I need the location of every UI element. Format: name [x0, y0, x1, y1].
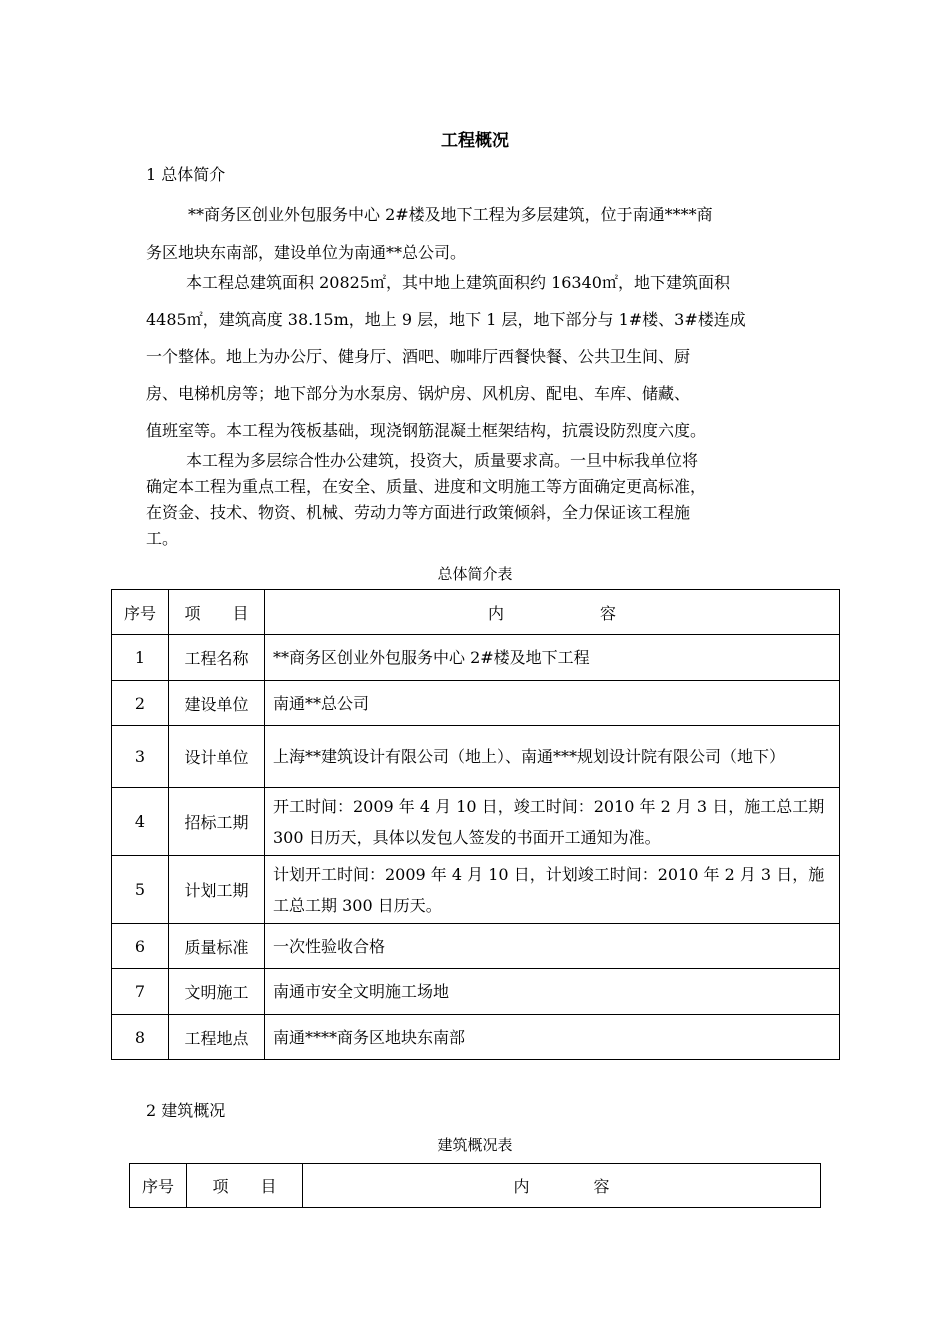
cell-no: 4 — [112, 788, 169, 856]
table2-caption: 建筑概况表 — [437, 1136, 513, 1154]
cell-content: 开工时间：2009 年 4 月 10 日，竣工时间：2010 年 2 月 3 日，施工总工期 300 日历天，具体以发包人签发的书面开工通知为准。 — [265, 788, 840, 856]
cell-item: 计划工期 — [169, 856, 265, 924]
cell-no: 2 — [112, 681, 169, 726]
cell-item: 质量标准 — [169, 924, 265, 969]
text-line: 房、电梯机房等；地下部分为水泵房、锅炉房、风机房、配电、车库、储藏、 — [146, 384, 691, 403]
cell-no: 7 — [112, 969, 169, 1015]
cell-content: **商务区创业外包服务中心 2#楼及地下工程 — [265, 635, 840, 681]
cell-content: 南通****商务区地块东南部 — [265, 1015, 840, 1060]
building-table — [129, 1163, 821, 1208]
section1-heading: 1 总体简介 — [146, 165, 226, 184]
cell-item: 工程名称 — [169, 635, 265, 681]
table-row — [112, 635, 840, 681]
table-header-row — [112, 590, 840, 635]
section1-paragraph-3 — [146, 448, 816, 552]
section2-heading: 2 建筑概况 — [146, 1101, 226, 1120]
cell-item: 文明施工 — [169, 969, 265, 1015]
cell-item: 招标工期 — [169, 788, 265, 856]
table-row — [112, 969, 840, 1015]
cell-item: 工程地点 — [169, 1015, 265, 1060]
text-line: 在资金、技术、物资、机械、劳动力等方面进行政策倾斜，全力保证该工程施 — [146, 503, 691, 522]
header-item: 项 目 — [187, 1164, 303, 1208]
cell-no: 6 — [112, 924, 169, 969]
table-row — [112, 788, 840, 856]
header-content: 内 容 — [303, 1164, 821, 1208]
cell-content: 上海**建筑设计有限公司（地上）、南通***规划设计院有限公司（地下） — [265, 726, 840, 788]
cell-content: 计划开工时间：2009 年 4 月 10 日，计划竣工时间：2010 年 2 月 3 日，施工总工期 300 日历天。 — [265, 856, 840, 924]
cell-item: 设计单位 — [169, 726, 265, 788]
cell-no: 3 — [112, 726, 169, 788]
text-line: 本工程为多层综合性办公建筑，投资大，质量要求高。一旦中标我单位将 — [186, 451, 699, 470]
table1-caption: 总体简介表 — [437, 565, 513, 583]
table-row — [112, 856, 840, 924]
text-line: 值班室等。本工程为筏板基础，现浇钢筋混凝土框架结构，抗震设防烈度六度。 — [146, 421, 707, 440]
text-line: 一个整体。地上为办公厅、健身厅、酒吧、咖啡厅西餐快餐、公共卫生间、厨 — [146, 347, 691, 366]
cell-no: 8 — [112, 1015, 169, 1060]
cell-item: 建设单位 — [169, 681, 265, 726]
header-no: 序号 — [112, 590, 169, 635]
header-no: 序号 — [130, 1164, 187, 1208]
text-line: 务区地块东南部，建设单位为南通**总公司。 — [146, 243, 467, 262]
cell-no: 1 — [112, 635, 169, 681]
table-row — [112, 726, 840, 788]
table-row — [112, 924, 840, 969]
table-row — [112, 681, 840, 726]
section1-paragraph-2 — [146, 264, 816, 449]
cell-content: 一次性验收合格 — [265, 924, 840, 969]
cell-content: 南通市安全文明施工场地 — [265, 969, 840, 1015]
text-line: 工。 — [146, 529, 179, 548]
page-title: 工程概况 — [441, 131, 509, 151]
cell-content: 南通**总公司 — [265, 681, 840, 726]
overview-table — [111, 589, 840, 1060]
table-row — [112, 1015, 840, 1060]
text-line: 4485㎡，建筑高度 38.15m，地上 9 层，地下 1 层，地下部分与 1#楼、3#楼连成 — [146, 310, 746, 329]
header-content: 内 容 — [265, 590, 840, 635]
header-item: 项 目 — [169, 590, 265, 635]
text-line: 确定本工程为重点工程，在安全、质量、进度和文明施工等方面确定更高标准， — [146, 477, 707, 496]
table-header-row — [130, 1164, 821, 1208]
cell-no: 5 — [112, 856, 169, 924]
text-line: 本工程总建筑面积 20825㎡，其中地上建筑面积约 16340㎡，地下建筑面积 — [186, 273, 730, 292]
section1-paragraph-1 — [146, 196, 816, 272]
text-line: **商务区创业外包服务中心 2#楼及地下工程为多层建筑，位于南通****商 — [188, 205, 713, 224]
